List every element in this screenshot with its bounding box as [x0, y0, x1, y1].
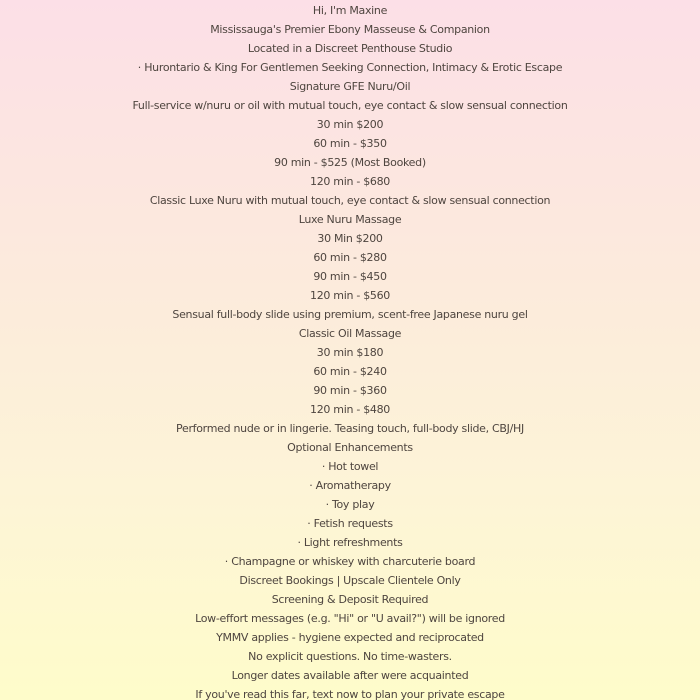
service-1-rate-60min: 60 min - $350	[313, 137, 387, 150]
service-1-rate-120min: 120 min - $680	[310, 175, 390, 188]
tagline-text: Mississauga's Premier Ebony Masseuse & Companion	[210, 23, 490, 36]
service-2-rate-120min: 120 min - $560	[310, 289, 390, 302]
location-text: Located in a Discreet Penthouse Studio	[247, 42, 453, 55]
service-1-rate-90min: 90 min - $525 (Most Booked)	[274, 156, 426, 169]
service-area-text: · Hurontario & King For Gentlemen Seeking Connection, Intimacy & Erotic Escape	[137, 61, 563, 74]
enhancements-title: Optional Enhancements	[287, 441, 413, 454]
service-1-title: Signature GFE Nuru/Oil	[289, 80, 411, 93]
enhancement-item-3: · Toy play	[325, 498, 375, 511]
policy-questions-text: No explicit questions. No time-wasters.	[248, 650, 452, 663]
service-3-footnote: Performed nude or in lingerie. Teasing touch, full-body slide, CBJ/HJ	[176, 422, 524, 435]
service-1-rate-30min: 30 min $200	[316, 118, 384, 131]
service-3-rate-60min: 60 min - $240	[313, 365, 387, 378]
enhancement-item-1: · Hot towel	[321, 460, 379, 473]
service-1-description: Full-service w/nuru or oil with mutual touch, eye contact & slow sensual connection	[132, 99, 568, 112]
service-2-rate-60min: 60 min - $280	[313, 251, 387, 264]
service-1-footnote: Classic Luxe Nuru with mutual touch, eye contact & slow sensual connection	[149, 194, 551, 207]
cta-text: If you've read this far, text now to plan your private escape	[195, 688, 505, 700]
service-3-title: Classic Oil Massage	[298, 327, 402, 340]
service-3-rate-30min: 30 min $180	[316, 346, 384, 359]
policy-screening-text: Screening & Deposit Required	[271, 593, 429, 606]
greeting-text: Hi, I'm Maxine	[312, 4, 388, 17]
service-2-rate-30min: 30 Min $200	[317, 232, 383, 245]
policy-messages-text: Low-effort messages (e.g. "Hi" or "U avail?") will be ignored	[195, 612, 505, 625]
enhancement-item-4: · Fetish requests	[307, 517, 393, 530]
enhancement-item-6: · Champagne or whiskey with charcuterie board	[224, 555, 476, 568]
enhancement-item-2: · Aromatherapy	[309, 479, 391, 492]
policy-ymmv-text: YMMV applies - hygiene expected and reciprocated	[216, 631, 484, 644]
service-2-footnote: Sensual full-body slide using premium, scent-free Japanese nuru gel	[172, 308, 528, 321]
policy-booking-text: Discreet Bookings | Upscale Clientele Only	[239, 574, 461, 587]
service-3-rate-90min: 90 min - $360	[313, 384, 387, 397]
enhancement-item-5: · Light refreshments	[297, 536, 403, 549]
policy-dates-text: Longer dates available after were acquainted	[231, 669, 469, 682]
service-2-rate-90min: 90 min - $450	[313, 270, 387, 283]
service-3-rate-120min: 120 min - $480	[310, 403, 390, 416]
service-2-title: Luxe Nuru Massage	[298, 213, 402, 226]
